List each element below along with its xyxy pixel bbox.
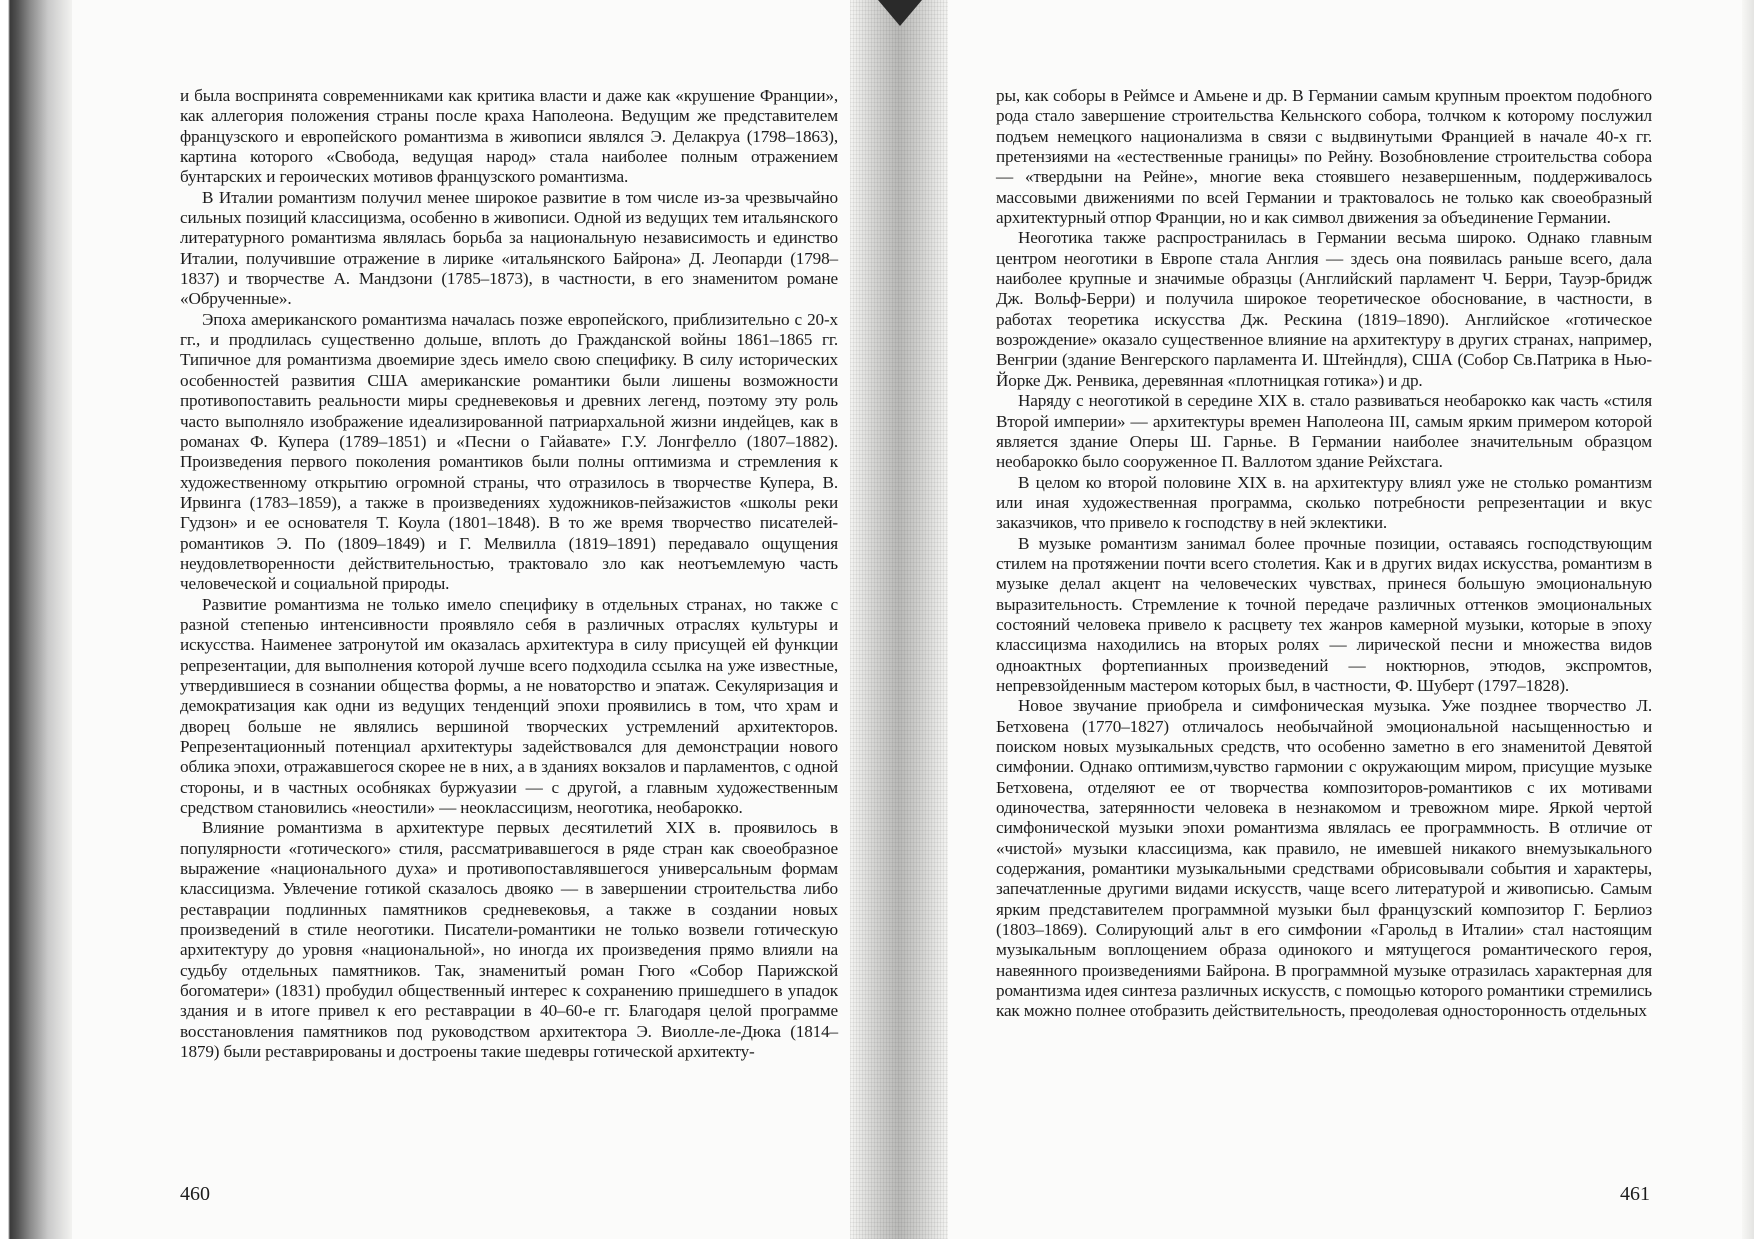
right-paragraph-1: ры, как соборы в Реймсе и Амьене и др. В Германии самым крупным проектом подобного рода стало завершение строительства Кельнского собора, толчком к которому послужил подъем немецкого национализма в связи с выдвинутыми Францией в начале 40-х гг. претензиями на «естественные границы» по Рейну. Возобновление строительства собора — «твердыни на Рейне», многие века стоявшего незавершенным, поддерживалось массовыми движениями по всей Германии и трактовалось не только как своеобразный архитектурный отпор Франции, но и как символ движения за объединение Германии. — [996, 86, 1652, 228]
left-page-number: 460 — [180, 1183, 210, 1205]
left-paragraph-2: В Италии романтизм получил менее широкое развитие в том числе из-за чрезвычайно сильных позиций классицизма, особенно в живописи. Одной из ведущих тем итальянского литературного романтизма являлась борьба за национальную независимость и единство Италии, получившие отражение в лирике «итальянского Байрона» Д. Леопарди (1798–1837) и творчестве А. Мандзони (1785–1873), в частности, в его знаменитом романе «Обрученные». — [180, 187, 838, 309]
left-paragraph-4: Развитие романтизма не только имело специфику в отдельных странах, но также с разной степенью интенсивности проявляло себя в различных отраслях культуры и искусства. Наименее затронутой им оказалась архитектура в силу присущей ей функции репрезентации, для выполнения которой лучше всего подходила ссылка на уже известные, утвердившиеся в сознании общества формы, а не новаторство и эпатаж. Секуляризация и демократизация как одни из ведущих тенденций эпохи проявились в том, что храм и дворец больше не являлись вершиной творческих устремлений архитекторов. Репрезентационный потенциал архитектуры задействовался для демонстрации нового облика эпохи, отражавшегося скорее не в них, а в зданиях вокзалов и парламентов, с одной стороны, и в частных особняках буржуазии — с другой, а главным художественным средством становились «неостили» — неоклассицизм, неоготика, необарокко. — [180, 594, 838, 818]
gutter-binding-mark — [878, 0, 922, 26]
left-paragraph-1: и была воспринята современниками как критика власти и даже как «крушение Франции», как аллегория положения страны после краха Наполеона. Ведущим же представителем французского и европейского романтизма в живописи являлся Э. Делакруа (1798–1863), картина которого «Свобода, ведущая народ» стала наиболее полным отражением бунтарских и героических мотивов французского романтизма. — [180, 86, 838, 187]
right-paragraph-2: Неоготика также распространилась в Германии весьма широко. Однако главным центром неоготики в Европе стала Англия — здесь она появилась раньше всего, дала наиболее крупные и значимые образцы (Английский парламент Ч. Берри, Тауэр-бридж Дж. Вольф-Берри) и получила широкое теоретическое обоснование, в частности, в работах теоретика искусства Дж. Рескина (1819–1890). Английское «готическое возрождение» оказало существенное влияние на архитектуру в других странах, например, Венгрии (здание Венгерского парламента И. Штейндля), США (Собор Св.Патрика в Нью-Йорке Дж. Ренвика, деревянная «плотницкая готика») и др. — [996, 228, 1652, 390]
right-paragraph-3: Наряду с неоготикой в середине XIX в. стало развиваться необарокко как часть «стиля Второй империи» — архитектуры времен Наполеона III, самым ярким примером которой является здание Оперы Ш. Гарнье. В Германии наиболее значительным образцом необарокко было сооруженное П. Валлотом здание Рейхстага. — [996, 391, 1652, 472]
book-gutter — [850, 0, 948, 1239]
right-paragraph-4: В целом ко второй половине XIX в. на архитектуру влиял уже не столько романтизм или иная художественная программа, сколько потребности репрезентации и вкус заказчиков, что привело к господству в ней эклектики. — [996, 472, 1652, 533]
left-page-edge-shadow — [0, 0, 72, 1239]
left-page — [180, 86, 838, 1063]
right-page-edge — [1742, 0, 1754, 1239]
left-paragraph-3: Эпоха американского романтизма началась позже европейского, приблизительно с 20-х гг., и продлилась существенно дольше, вплоть до Гражданской войны 1861–1865 гг. Типичное для романтизма двоемирие здесь имело свою специфику. В силу исторических особенностей развития США американские романтики были лишены возможности противопоставить реальности миры средневековья и древних легенд, поэтому эту роль часто выполняло изображение идеализированной патриархальной жизни индейцев, как в романах Ф. Купера (1789–1851) и «Песни о Гайавате» Г.У. Лонгфелло (1807–1882). Произведения первого поколения романтиков были полны оптимизма и стремления к художественному открытию огромной страны, что отразилось в творчестве Купера, В. Ирвинга (1783–1859), а также в произведениях художников-пейзажистов «школы реки Гудзон» и ее основателя Т. Коула (1801–1848). В то же время творчество писателей-романтиков Э. По (1809–1849) и Г. Мелвилла (1819–1891) передавало ощущения неудовлетворенности действительностью, трактовало зло как неотъемлемую часть человеческой и социальной природы. — [180, 309, 838, 594]
right-paragraph-5: В музыке романтизм занимал более прочные позиции, оставаясь господствующим стилем на протяжении почти всего столетия. Как и в других видах искусства, романтизм в музыке делал акцент на человеческих чувствах, принеся большую эмоциональную выразительность. Стремление к точной передаче различных оттенков эмоциональных состояний человека привело к расцвету тех жанров камерной музыки, которые в эпоху классицизма находились на вторых ролях — лирической песни и множества видов одноактных фортепианных произведений — ноктюрнов, этюдов, экспромтов, непревзойденным мастером которых был, в частности, Ф. Шуберт (1797–1828). — [996, 533, 1652, 695]
right-paragraph-6: Новое звучание приобрела и симфоническая музыка. Уже позднее творчество Л. Бетховена (1770–1827) отличалось необычайной эмоциональной насыщенностью и поиском новых музыкальных средств, что особенно заметно в его знаменитой Девятой симфонии. Однако оптимизм,чувство гармонии с окружающим миром, присущие музыке Бетховена, отделяют ее от творчества композиторов-романтиков с их мотивами одиночества, затерянности человека в незнакомом и тревожном мире. Яркой чертой симфонической музыки эпохи романтизма являлась ее программность. В отличие от «чистой» музыки классицизма, как правило, не имевшей никакого внемузыкального содержания, романтики музыкальными средствами обрисовывали события и характеры, запечатленные другими видами искусств, чаще всего литературой и живописью. Самым ярким представителем программной музыки был французский композитор Г. Берлиоз (1803–1869). Солирующий альт в его симфонии «Гарольд в Италии» стал настоящим музыкальным воплощением образа одинокого и мятущегося романтического героя, навеянного произведениями Байрона. В программной музыке отразилась характерная для романтизма идея синтеза различных искусств, с помощью которого романтики стремились как можно полнее отобразить действительность, преодолевая односторонность отдельных — [996, 696, 1652, 1021]
right-page — [996, 86, 1652, 1022]
left-paragraph-5: Влияние романтизма в архитектуре первых десятилетий XIX в. проявилось в популярности «готического» стиля, рассматривавшегося в ряде стран как своеобразное выражение «национального духа» и противопоставлявшегося универсальным формам классицизма. Увлечение готикой сказалось двояко — в завершении строительства либо реставрации подлинных памятников средневековья, а также в создании новых произведений в стиле неоготики. Писатели-романтики не только возвели готическую архитектуру до уровня «национальной», но иногда их произведения прямо влияли на судьбу отдельных памятников. Так, знаменитый роман Гюго «Собор Парижской богоматери» (1831) пробудил общественный интерес к сохранению пришедшего в упадок здания и в итоге привел к его реставрации в 40–60-е гг. Благодаря целой программе восстановления памятников под руководством архитектора Э. Виолле-ле-Дюка (1814–1879) были реставрированы и достроены такие шедевры готической архитекту- — [180, 818, 838, 1062]
right-page-number: 461 — [1620, 1183, 1650, 1205]
